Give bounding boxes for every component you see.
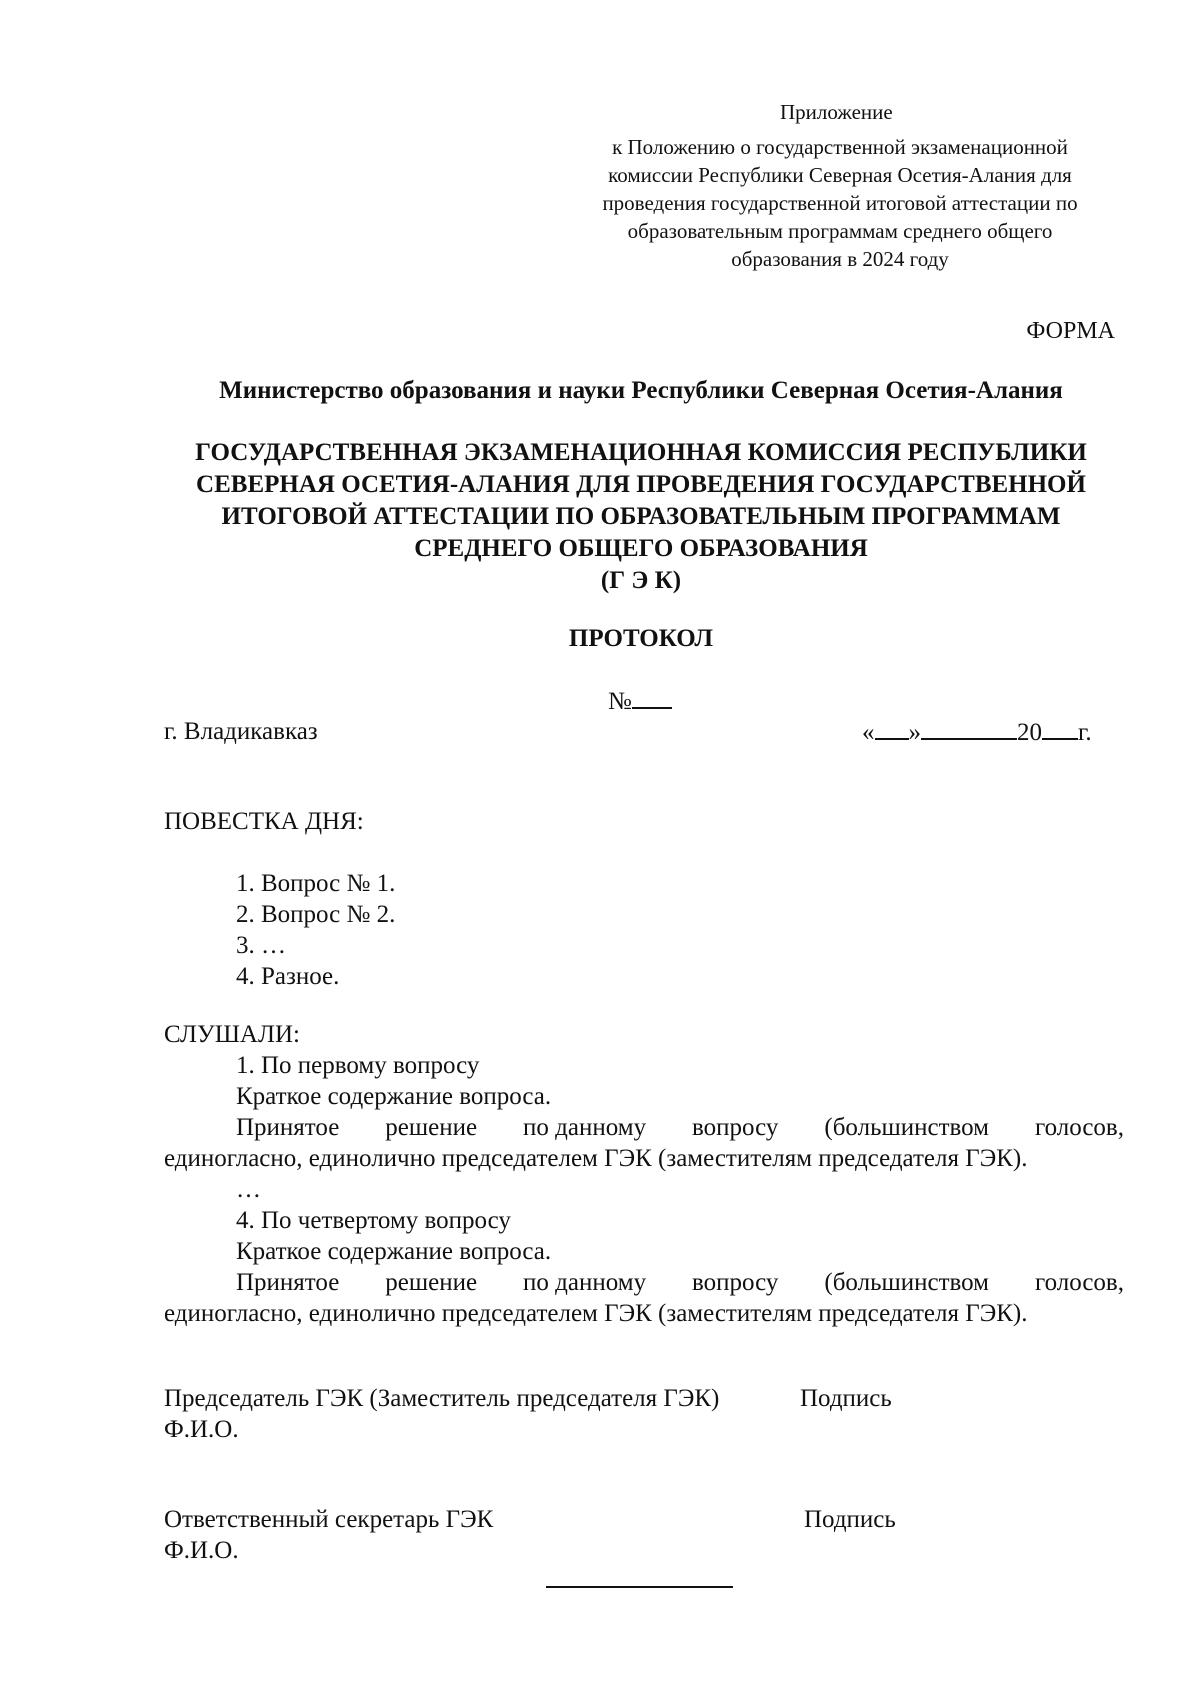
decision-word: решение — [385, 1269, 478, 1296]
decision-word: вопросу — [692, 1114, 779, 1141]
heard-heading: СЛУШАЛИ: — [164, 1021, 300, 1048]
agenda-item: 1. Вопрос № 1. — [236, 870, 396, 897]
decision-word: по данному — [523, 1114, 647, 1141]
year-prefix: 20 — [1017, 719, 1042, 746]
decision-continuation: единогласно, единолично председателем ГЭК (заместителям председателя ГЭК). — [164, 1300, 1028, 1327]
question-title: 1. По первому вопросу — [236, 1052, 480, 1079]
chair-name-label: Ф.И.О. — [164, 1416, 239, 1443]
protocol-date — [862, 718, 1092, 747]
month-blank — [921, 718, 1017, 740]
secretary-role: Ответственный секретарь ГЭК — [164, 1506, 494, 1533]
decision-word: (большинством — [824, 1114, 989, 1141]
year-blank — [1042, 718, 1078, 740]
decision-word: Принятое — [236, 1114, 340, 1141]
appendix-line: проведения государственной итоговой аттестации по — [602, 191, 1078, 215]
question-summary: Краткое содержание вопроса. — [236, 1238, 552, 1265]
decision-word: Принятое — [236, 1269, 340, 1296]
appendix-line: образовательным программам среднего общего — [627, 219, 1053, 243]
decision-word: решение — [385, 1114, 478, 1141]
ministry-name: Министерство образования и науки Республики Северная Осетия-Алания — [219, 377, 1063, 404]
protocol-title: ПРОТОКОЛ — [568, 625, 714, 652]
commission-abbr: (Г Э К) — [600, 567, 682, 594]
appendix-line: к Положению о государственной экзаменационной — [612, 135, 1068, 159]
question-summary: Краткое содержание вопроса. — [236, 1083, 552, 1110]
decision-continuation: единогласно, единолично председателем ГЭК (заместителям председателя ГЭК). — [164, 1145, 1028, 1172]
secretary-name-label: Ф.И.О. — [164, 1537, 239, 1564]
commission-title — [0, 437, 1200, 597]
decision-line — [236, 1114, 1124, 1142]
chair-signature-label: Подпись — [800, 1385, 892, 1412]
date-close-quote: » — [908, 719, 921, 746]
commission-line: СЕВЕРНАЯ ОСЕТИЯ-АЛАНИЯ ДЛЯ ПРОВЕДЕНИЯ ГОСУДАРСТВЕННОЙ — [196, 471, 1086, 498]
decision-word: голосов, — [1034, 1269, 1124, 1296]
number-blank — [632, 687, 672, 709]
decision-word: голосов, — [1034, 1114, 1124, 1141]
agenda-item: 4. Разное. — [236, 963, 340, 990]
commission-line: СРЕДНЕГО ОБЩЕГО ОБРАЗОВАНИЯ — [414, 535, 868, 562]
chair-role: Председатель ГЭК (Заместитель председателя ГЭК) — [164, 1385, 720, 1412]
commission-line: ГОСУДАРСТВЕННАЯ ЭКЗАМЕНАЦИОННАЯ КОМИССИЯ РЕСПУБЛИКИ — [195, 439, 1087, 466]
decision-line — [236, 1269, 1124, 1297]
secretary-signature-label: Подпись — [804, 1506, 896, 1533]
decision-word: по данному — [523, 1269, 647, 1296]
decision-word: вопросу — [692, 1269, 779, 1296]
appendix-block — [560, 133, 1120, 273]
appendix-line: комиссии Республики Северная Осетия-Алания для — [608, 163, 1072, 187]
agenda-item: 3. … — [236, 932, 286, 959]
protocol-city: г. Владикавказ — [164, 718, 318, 745]
agenda-heading: ПОВЕСТКА ДНЯ: — [164, 808, 364, 835]
question-title: 4. По четвертому вопросу — [236, 1207, 511, 1234]
day-blank — [875, 718, 909, 740]
decision-word: (большинством — [824, 1269, 989, 1296]
appendix-title: Приложение — [780, 100, 893, 124]
date-open-quote: « — [862, 719, 875, 746]
closing-divider — [546, 1586, 733, 1588]
year-suffix: г. — [1078, 719, 1092, 746]
number-sign: № — [608, 688, 632, 715]
protocol-number — [608, 687, 672, 716]
ellipsis: … — [236, 1176, 261, 1203]
appendix-line: образования в 2024 году — [731, 247, 949, 271]
form-label: ФОРМА — [1026, 318, 1115, 344]
agenda-item: 2. Вопрос № 2. — [236, 901, 396, 928]
commission-line: ИТОГОВОЙ АТТЕСТАЦИИ ПО ОБРАЗОВАТЕЛЬНЫМ ПРОГРАММАМ — [221, 503, 1061, 530]
